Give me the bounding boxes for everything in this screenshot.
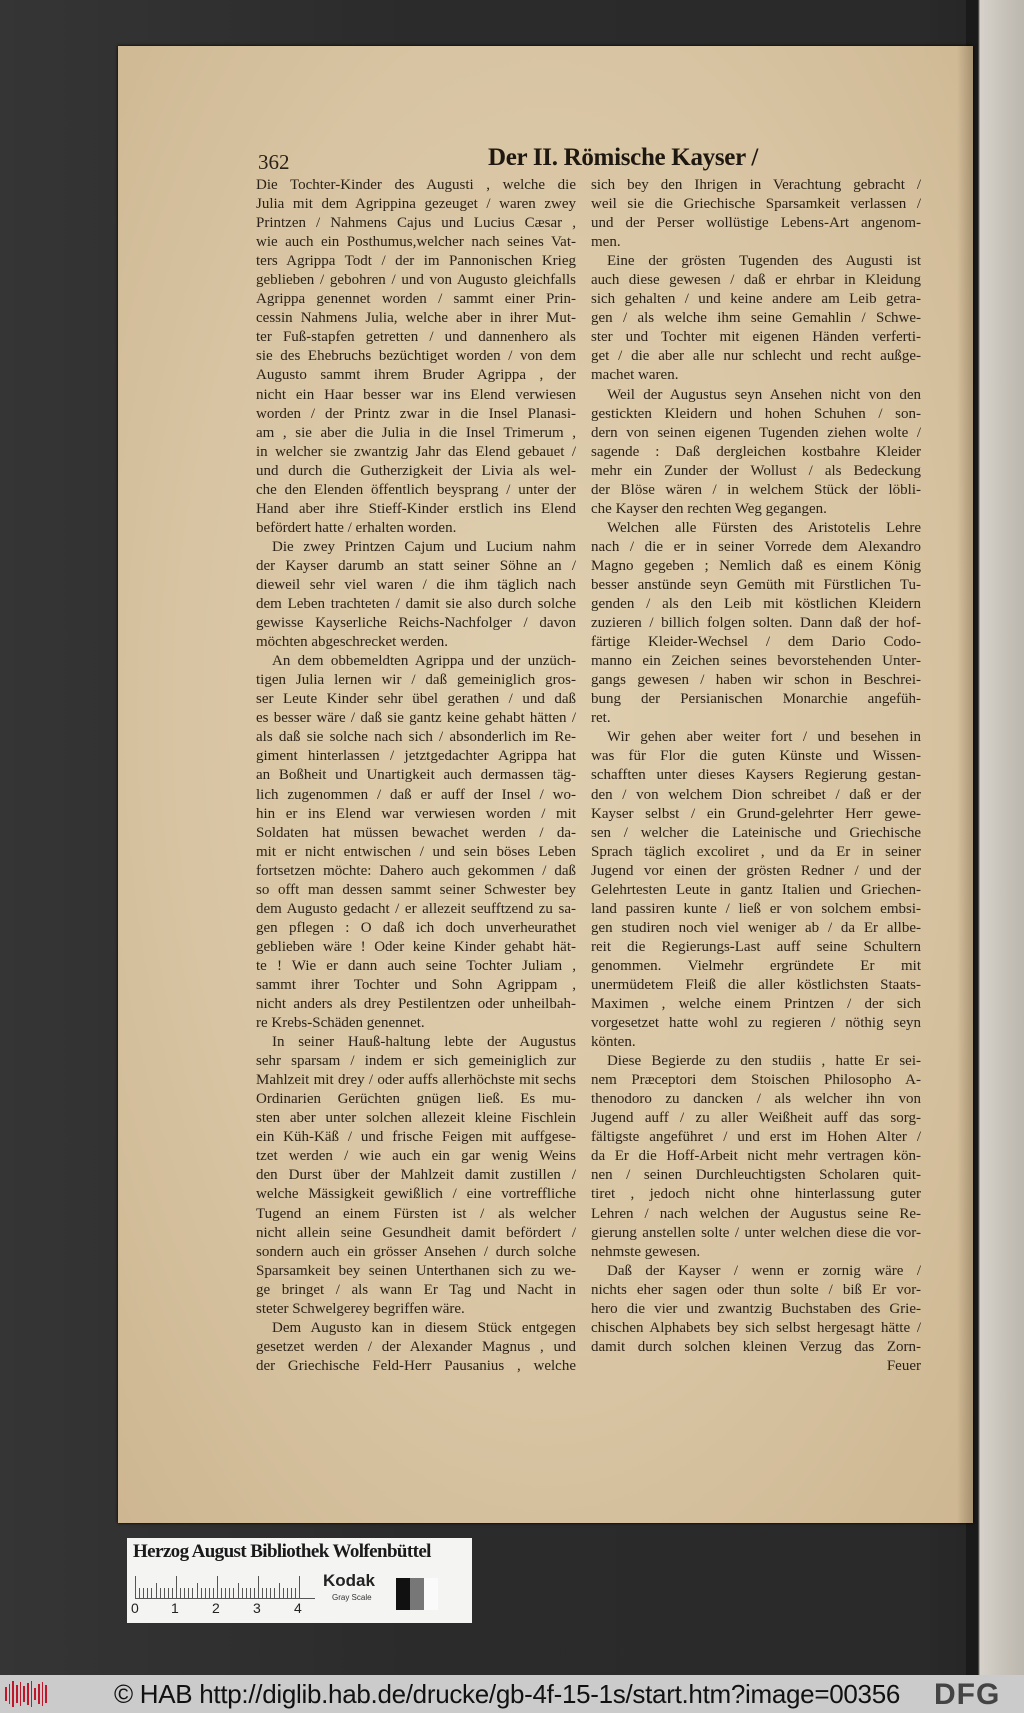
- text-line: Eine der grösten Tugenden des Augusti ist: [607, 253, 921, 270]
- ruler-tick: [209, 1588, 210, 1598]
- text-line: Agrippa genennet worden / sammt einer Prin-: [256, 291, 576, 308]
- text-line: auch diese gewesen / daß er ehrbar in Kleidung: [591, 272, 921, 289]
- text-line: Diese Begierde zu den studiis , hatte Er sei-: [607, 1053, 921, 1070]
- text-line: nicht ein Haar besser war ins Elend verwiesen: [256, 386, 576, 403]
- text-line: mehr ein Zunder der Wollust / als Bedeckung: [591, 462, 921, 479]
- text-line: gestickten Kleidern und hohen Schuhen / son-: [591, 405, 921, 422]
- copyright-url[interactable]: © HAB http://diglib.hab.de/drucke/gb-4f-15-1s/start.htm?image=00356: [114, 1679, 901, 1709]
- text-line: An dem obbemeldten Agrippa und der unzüch-: [272, 653, 576, 670]
- ruler-tick: [168, 1588, 169, 1598]
- text-line: sich bey den Ihrigen in Verachtung gebracht /: [591, 177, 921, 193]
- ruler-tick: [283, 1588, 284, 1598]
- ruler-number: 0: [131, 1600, 139, 1616]
- text-line: dem Leben trachteten / damit sie also durch solche: [256, 596, 576, 613]
- ruler-tick: [192, 1588, 193, 1598]
- text-line: da Er die Hoff-Arbeit nicht mehr vertragen kön-: [591, 1148, 921, 1165]
- text-line: Die Tochter-Kinder des Augusti , welche die: [256, 177, 576, 193]
- text-line: ge bringet / als wann Er Tag und Nacht in: [256, 1281, 576, 1298]
- text-line: men.: [591, 234, 621, 251]
- next-page-edge: [966, 0, 1024, 1675]
- text-line: Weil der Augustus seyn Ansehen nicht von den: [607, 386, 921, 403]
- text-line: unermüdetem Fleiß die aller köstlichsten Staats-: [591, 976, 921, 993]
- text-line: damit durch solchen kleinen Verzug das Zorn-: [591, 1338, 921, 1355]
- text-line: befördert hatte / erhalten worden.: [256, 519, 457, 536]
- text-line: hin er ins Elend war verwiesen worden / mit: [256, 805, 576, 822]
- gray-scale-label: Gray Scale: [332, 1593, 372, 1602]
- text-line: Soldaten hat müssen bewachet werden / da-: [256, 824, 576, 841]
- text-line: get / die aber alle nur schlecht und recht außge-: [591, 348, 921, 365]
- text-line: Julia mit dem Agrippina gezeuget / waren zwey: [256, 196, 576, 213]
- ruler-tick: [238, 1583, 239, 1598]
- ruler-tick: [184, 1588, 185, 1598]
- catchword: Feuer: [886, 1357, 921, 1374]
- ruler-tick: [291, 1588, 292, 1598]
- ruler-tick: [270, 1588, 271, 1598]
- ruler-tick: [266, 1588, 267, 1598]
- text-line: genden / als den Leib mit köstlichen Kleidern: [591, 596, 921, 613]
- ruler-number: 3: [253, 1600, 261, 1616]
- ruler-tick: [164, 1588, 165, 1598]
- text-line: mit er nicht entwischen / und sein böses Leben: [256, 843, 576, 860]
- kodak-logo: Kodak: [323, 1571, 375, 1590]
- text-line: nicht allein seine Gesundheit damit befördert /: [256, 1224, 576, 1241]
- text-line: tigen Julia lernen wir / daß gemeiniglich gros-: [256, 672, 576, 689]
- text-line: ser Leute Kinder sehr übel gerathen / und daß: [256, 691, 576, 708]
- text-line: schafften unter dieses Kaysers Regierung gestan-: [591, 767, 921, 784]
- text-line: sagende : Daß dergleichen kostbahre Kleider: [591, 443, 921, 460]
- ruler-number: 1: [171, 1600, 179, 1616]
- text-line: dern von seinen eigenen Tugenden ziehen wolte /: [591, 424, 921, 441]
- text-line: sten aber unter solchen allezeit kleine Fischlein: [256, 1110, 576, 1127]
- text-line: steter Schwelgerey begriffen wäre.: [256, 1300, 465, 1317]
- text-line: fortsetzen möchte: Dahero auch gekommen / daß: [256, 862, 576, 879]
- ruler-number: 2: [212, 1600, 220, 1616]
- text-line: land passiren kunte / ließ er von solchem embsi-: [591, 900, 921, 917]
- text-line: es besser wäre / daß sie gantz keine gehabt hätten /: [256, 710, 576, 727]
- text-line: gen pflegen : O daß ich doch unverheurathet: [256, 919, 576, 936]
- ruler-tick: [176, 1576, 177, 1598]
- library-name: Herzog August Bibliothek Wolfenbüttel: [133, 1541, 431, 1562]
- text-line: tzet werden / wie auch ein gar wenig Weins: [256, 1148, 576, 1165]
- text-line: che Kayser den rechten Weg gegangen.: [591, 500, 827, 517]
- text-line: zuzieren / billich folgen solten. Dann daß der hof-: [591, 615, 921, 632]
- ruler-tick: [172, 1588, 173, 1598]
- text-line: nem Præceptori dem Stoischen Philosopho A-: [591, 1072, 921, 1089]
- text-line: ters Agrippa Todt / der im Pannonischen Krieg: [256, 253, 576, 270]
- text-line: Welchen alle Fürsten des Aristotelis Lehre: [607, 519, 921, 536]
- text-line: was für Flor die guten Künste und Wissen-: [591, 748, 921, 765]
- right-text-column: [591, 176, 921, 1376]
- text-line: chischen Alphabets bey sich selbst hergesagt hätte /: [591, 1319, 921, 1336]
- text-line: dieweil sehr viel waren / die ihm täglich nach: [256, 576, 576, 593]
- text-line: sen / welcher die Lateinische und Griechische: [591, 824, 921, 841]
- text-line: gen studiren noch viel weniger ab / da Er allbe-: [591, 919, 921, 936]
- ruler: [135, 1576, 315, 1599]
- text-line: ster und Tochter mit eigenen Händen verferti-: [591, 329, 921, 346]
- text-line: nach / die er in seiner Vorrede dem Alexandro: [591, 538, 921, 555]
- text-line: reit die Regierungs-Last auff seine Schultern: [591, 938, 921, 955]
- ruler-tick: [147, 1588, 148, 1598]
- text-line: Gelehrtesten Leute in gantz Italien und Griechen-: [591, 881, 921, 898]
- text-line: bung der Persianischen Monarchie angefüh-: [591, 691, 921, 708]
- text-line: cessin Nahmens Julia, welche aber in ihrer Mut-: [256, 310, 576, 327]
- hab-logo-icon: [5, 1681, 47, 1707]
- ruler-tick: [221, 1588, 222, 1598]
- text-line: geblieben / gebohren / und von Augusto gleichfalls: [256, 272, 576, 289]
- text-line: am , sie aber die Julia in die Insel Trimerum ,: [256, 424, 576, 441]
- text-line: als daß sie solche nach sich / absonderlich im Re-: [256, 729, 576, 746]
- text-line: färtige Kleider-Wechsel / dem Dario Codo-: [591, 634, 921, 651]
- gray-swatch-black: [396, 1578, 410, 1610]
- text-line: gangs gewesen / haben wir schon in Beschrei-: [591, 672, 921, 689]
- ruler-tick: [213, 1588, 214, 1598]
- text-line: dem Augusto gedacht / er allezeit seufftzend zu sa-: [256, 900, 576, 917]
- text-line: Jugend vor einen der grösten Redner / und der: [591, 862, 921, 879]
- text-line: hero die vier und zwantzig Buchstaben des Grie-: [591, 1300, 921, 1317]
- ruler-number: 4: [294, 1600, 302, 1616]
- text-line: weil sie die Griechische Sparsamkeit verlassen /: [591, 196, 921, 213]
- page-number: 362: [258, 150, 290, 174]
- text-line: Wir gehen aber weiter fort / und besehen in: [607, 729, 921, 746]
- ruler-tick: [229, 1588, 230, 1598]
- ruler-tick: [151, 1588, 152, 1598]
- ruler-tick: [201, 1588, 202, 1598]
- ruler-tick: [242, 1588, 243, 1598]
- text-line: und durch die Gutherzigkeit der Livia als wel-: [256, 462, 576, 479]
- text-line: an Boßheit und Unartigkeit auch dermassen täg-: [256, 767, 576, 784]
- text-line: te ! Wie er dann auch seine Tochter Juliam ,: [256, 957, 576, 974]
- text-line: Kayser selbst / ein Grund-gelehrter Herr gewe-: [591, 805, 921, 822]
- text-line: sich gehalten / und keine andere am Leib getra-: [591, 291, 921, 308]
- text-line: Tugend an einem Fürsten ist / als welcher: [256, 1205, 576, 1222]
- text-line: fältigste angeführet / und erst im Hohen Alter /: [591, 1129, 921, 1146]
- ruler-tick: [205, 1588, 206, 1598]
- text-line: gierung anstellen solte / unter welchen diese die vor-: [591, 1224, 921, 1241]
- text-line: Maximen , welche einem Printzen / der sich: [591, 996, 921, 1013]
- text-line: Hand aber ihre Stieff-Kinder erstlich ins Elend: [256, 500, 576, 517]
- text-line: sie des Ehebruchs bezüchtiget worden / von dem: [256, 348, 576, 365]
- gray-swatch-mid: [410, 1578, 424, 1610]
- text-line: ter Fuß-stapfen getretten / und dannenhero als: [256, 329, 576, 346]
- text-line: Dem Augusto kan in diesem Stück entgegen: [272, 1319, 576, 1336]
- ruler-tick: [156, 1583, 157, 1598]
- ruler-tick: [180, 1588, 181, 1598]
- ruler-tick: [225, 1588, 226, 1598]
- ruler-tick: [160, 1588, 161, 1598]
- text-line: sehr sparsam / indem er sich gemeiniglich zur: [256, 1053, 576, 1070]
- text-line: re Krebs-Schäden genennet.: [256, 1015, 425, 1032]
- text-line: sammt ihrer Tochter und Sohn Agrippam ,: [256, 976, 576, 993]
- text-line: besser anstünde seyn Gemüth mit Fürstlichen Tu-: [591, 576, 921, 593]
- text-line: giment hinterlassen / jetztgedachter Agrippa hat: [256, 748, 576, 765]
- ruler-tick: [279, 1583, 280, 1598]
- ruler-tick: [287, 1588, 288, 1598]
- text-line: geblieben wäre ! Oder keine Kinder gehabt hät-: [256, 938, 576, 955]
- text-line: sondern auch ein grösser Ansehen / durch solche: [256, 1243, 576, 1260]
- text-line: gewisse Kayserliche Reichs-Nachfolger / davon: [256, 615, 576, 632]
- text-line: den / von welchem Dion schreibet / daß er der: [591, 786, 921, 803]
- ruler-tick: [217, 1576, 218, 1598]
- ruler-tick: [299, 1576, 300, 1598]
- text-line: che den Elenden öffentlich beysprang / unter der: [256, 481, 576, 498]
- text-line: der Kayser darumb an statt seiner Söhne an /: [256, 557, 576, 574]
- text-line: den Durst über der Mahlzeit damit zustillen /: [256, 1167, 576, 1184]
- ruler-tick: [139, 1588, 140, 1598]
- left-text-column: [256, 176, 576, 1376]
- text-line: lich zugenommen / daß er auff der Insel / wo-: [256, 786, 576, 803]
- text-line: wie auch ein Posthumus,welcher nach seines Vat-: [256, 234, 576, 251]
- text-line: der Blöse wären / in welchem Stück der löbli-: [591, 481, 921, 498]
- running-head: Der II. Römische Kayser /: [488, 144, 759, 171]
- text-line: nichts eher sagen oder thun solte / biß Er vor-: [591, 1281, 921, 1298]
- ruler-tick: [274, 1588, 275, 1598]
- text-line: Ordinarien Gerüchten gnügen ließ. Es mu-: [256, 1091, 576, 1108]
- text-line: In seiner Hauß-haltung lebte der Augustus: [272, 1034, 576, 1051]
- text-line: könten.: [591, 1034, 636, 1051]
- dfg-logo: DFG: [934, 1678, 1001, 1711]
- text-line: Mahlzeit mit drey / oder auffs allerhöchste mit sechs: [256, 1072, 576, 1089]
- ruler-tick: [143, 1588, 144, 1598]
- ruler-tick: [188, 1588, 189, 1598]
- text-line: und der Perser wollüstige Lebens-Art angenom-: [591, 215, 921, 232]
- text-line: Magno gegeben ; Nemlich daß es einem König: [591, 557, 921, 574]
- text-line: nicht anders als drey Pestilentzen oder unheilbah-: [256, 996, 576, 1013]
- ruler-tick: [258, 1576, 259, 1598]
- text-line: in welcher sie zwantzig Jahr das Elend gebauet /: [256, 443, 576, 460]
- text-line: Sprach täglich excoliret , und da Er in seiner: [591, 843, 921, 860]
- text-line: Jugend auff / zu aller Weißheit auff das sorg-: [591, 1110, 921, 1127]
- scan-label: [127, 1538, 472, 1623]
- text-line: vorgesetzet hatte wohl zu regieren / nöthig seyn: [591, 1015, 921, 1032]
- text-line: nehmste gewesen.: [591, 1243, 701, 1260]
- ruler-tick: [135, 1576, 136, 1598]
- text-line: gesetzet werden / der Alexander Magnus , und: [256, 1338, 576, 1355]
- text-line: ret.: [591, 710, 611, 727]
- text-line: machet waren.: [591, 367, 679, 384]
- ruler-tick: [254, 1588, 255, 1598]
- text-line: ein Küh-Käß / und frische Feigen mit auffgese-: [256, 1129, 576, 1146]
- ruler-tick: [197, 1583, 198, 1598]
- text-line: möchten abgeschrecket werden.: [256, 634, 448, 651]
- text-line: nen / seinen Durchleuchtigsten Scholaren quit-: [591, 1167, 921, 1184]
- text-line: der Griechische Feld-Herr Pausanius , welche: [256, 1357, 576, 1374]
- text-line: Die zwey Printzen Cajum und Lucium nahm: [272, 538, 576, 555]
- text-line: tiret , jedoch nicht ohne hinterlassung guter: [591, 1186, 921, 1203]
- ruler-tick: [262, 1588, 263, 1598]
- text-line: so offt man dessen sammt seiner Schwester bey: [256, 881, 576, 898]
- text-line: gen / als welche ihm seine Gemahlin / Schwe-: [591, 310, 921, 327]
- footer-bar: [0, 1675, 1024, 1713]
- text-line: genommen. Vielmehr ergründete Er mit: [591, 957, 921, 974]
- text-line: Lehren / nach welchen der Augustus seine Re-: [591, 1205, 921, 1222]
- text-line: Augusto sammt ihrem Bruder Agrippa , der: [256, 367, 576, 384]
- text-line: Printzen / Nahmens Cajus und Lucius Cæsar ,: [256, 215, 576, 232]
- text-line: Sparsamkeit bey seinen Unterthanen sich zu we-: [256, 1262, 576, 1279]
- text-line: Daß der Kayser / wenn er zornig wäre /: [607, 1262, 921, 1279]
- text-line: welche Mässigkeit gewißlich / eine vortreffliche: [256, 1186, 576, 1203]
- ruler-tick: [246, 1588, 247, 1598]
- ruler-tick: [233, 1588, 234, 1598]
- gray-swatch-white: [424, 1578, 438, 1610]
- text-line: manno ein Zeichen seines bevorstehenden Unter-: [591, 653, 921, 670]
- text-line: thenodoro zu dancken / als welcher ihn von: [591, 1091, 921, 1108]
- ruler-tick: [250, 1588, 251, 1598]
- text-line: worden / der Printz zwar in die Insel Planasi-: [256, 405, 576, 422]
- ruler-tick: [295, 1588, 296, 1598]
